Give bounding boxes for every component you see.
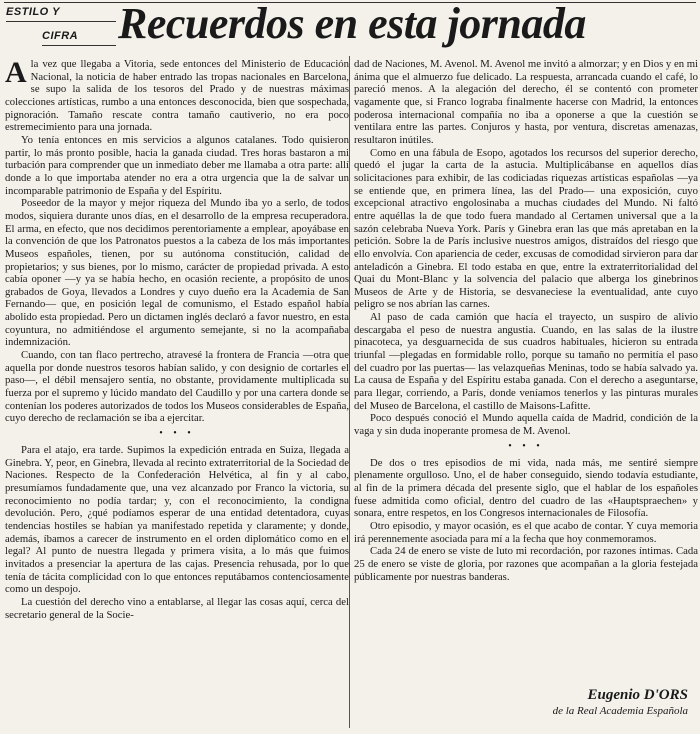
section-label-2: CIFRA xyxy=(42,30,116,46)
section-header xyxy=(6,6,116,54)
section-label-1: ESTILO Y xyxy=(6,6,116,22)
paragraph-text: la vez que llegaba a Vitoria, sede entonces del Ministerio de Educación Nacional, la noticia de haber entrado las tropas nacionales en Barcelona, se supo la salida de los tesoros del Prado y de nuestras máximas colecciones artísticas, rumbo a una entonces desconocida, bien que sospechada, pignoración. Tamaño rescate contra tamaño cautiverio, no era poco estremecimiento para una jornada. xyxy=(5,58,349,134)
right-column xyxy=(354,58,698,583)
paragraph: dad de Naciones, M. Avenol. M. Avenol me invitó a almorzar; y en Dios y en mi ánima que el almuerzo fue delicado. La respuesta, arrancada cuando el café, lo pareció menos. A la alegación del derecho, él se contentó con prometer vagamente que, si Franco lograba finalmente hacerse con Madrid, la entonces poderosa internacional compañía no iba a oponerse a que la cuestión se ventilara entre las partes. Conjuros y hasta, por ventura, discretas amenazas, resultaron inútiles. xyxy=(354,58,698,146)
paragraph: De dos o tres episodios de mi vida, nada más, me sentiré siempre plenamente orgulloso. Uno, el de haber conseguido, siendo todavía estudiante, al fin de la primera década del presente siglo, que el hablar de los españoles fuese admitida como oficial, dentro del cuadro de las «Hauptspraechen» y sonara, entre respetos, en los Congresos internacionales de Filosofía. xyxy=(354,456,698,520)
article-title: Recuerdos en esta jornada xyxy=(118,0,586,48)
section-break: • • • xyxy=(159,428,195,440)
paragraph: Cuando, con tan flaco pertrecho, atravesé la frontera de Francia —otra que aquella por donde nuestros tesoros habían salido, y con designio de cortarles el paso—, el débil mensajero sentía, no obstante, providamente multiplicada su fuerza por el supremo y lúcido mandato del Caudillo y por una cartera donde se contenían los poderes autorizados de todos los Museos considerables de España, cuyo derecho de reclamación se iba a ejercitar. xyxy=(5,349,349,425)
author-name: Eugenio D'ORS xyxy=(587,687,688,703)
paragraph: La cuestión del derecho vino a entablarse, al llegar las cosas aquí, cerca del secretario general de la Socie- xyxy=(5,595,349,621)
drop-cap: A xyxy=(5,56,27,89)
paragraph: Yo tenía entonces en mis servicios a algunos catalanes. Todo quisieron partir, lo más pronto posible, hacia la ganada ciudad. Tres horas bastaron a mi turbación para comprender que un inmediato deber me llamaba a otra parte: allí donde a lo que importaba atender no era a otra urgencia que la de salvar un incomparable patrimonio de España y del Espíritu. xyxy=(5,133,349,197)
paragraph: Cada 24 de enero se viste de luto mi recordación, por razones íntimas. Cada 25 de enero se viste de gloria, por razones que acompañan a la gloria festejada públicamente por nuestras banderas. xyxy=(354,545,698,583)
paragraph: Para el atajo, era tarde. Supimos la expedición entrada en Suiza, llegada a Ginebra. Y, peor, en Ginebra, llevada al recinto extraterritorial de la Sociedad de Naciones. Respecto de la Confederación Helvética, al fin y al cabo, presumíamos fundadamente que, una vez alcanzado por Franco la victoria, su reconocimiento no podía tardar; y, con el reconocimiento, la condigna devolución. Pero, ¿qué podíamos esperar de una entidad detentadora, cuyas tendencias hostiles se habían ya manifestado repetida y claramente; y donde, además, íbamos a carecer de instrumento en el orden diplomático como en el legal? Al punto de nuestra llegada y primera visita, a lo más que fuimos invitados a presenciar la apertura de las cajas. Presencia rehusada, por lo que tenía de tácita complicidad con lo que entonces reputábamos contenciosamente como un despojo. xyxy=(5,444,349,596)
paragraph: Otro episodio, y mayor ocasión, es el que acabo de contar. Y cuya memoria irá perennemente asociada para mí a la fecha que hoy conmemoramos. xyxy=(354,519,698,545)
left-column xyxy=(5,58,349,621)
author-affiliation: de la Real Academia Española xyxy=(552,705,688,717)
section-break: • • • xyxy=(508,440,544,452)
paragraph xyxy=(5,58,349,134)
paragraph: Al paso de cada camión que hacía el trayecto, un suspiro de alivio descargaba el peso de nuestra angustia. Cuando, en las salas de la ilustre pinacoteca, ya desguarnecida de sus cuadros habituales, hicieron su entrada triunfal —plegadas en formidable rollo, porque su tamaño no permitía el paso del cuadro por las puertas— las velazqueñas Meninas, todo se había salvado ya. La causa de España y del Espíritu estaba ganada. Con el derecho a aseguntarse, para llegar, corriendo, a París, donde veníamos tenerlos y las pinturas murales del Museo de Barcelona, el castillo de Maisons-Lafitte. xyxy=(354,311,698,412)
paragraph: Poseedor de la mayor y mejor riqueza del Mundo iba yo a serlo, de todos modos, siquiera durante unos días, en el desarrollo de la empresa recuperadora. El arma, en efecto, que nos decidimos perentoriamente a emplear, apoyábase en la convención de que los Patronatos puestos a la cabeza de los más importantes Museos españoles, tienen, por su autónoma constitución, calidad de propietarios; y sus bienes, por lo mismo, carácter de propiedad privada. A esto cabía oponer —y ya se había hecho, en ocasión reciente, a propósito de unos grabados de Goya, llevados a Londres y cuyo dueño era la Academia de San Fernando— que, en posición legal de comunismo, el Estado español había abolido esta propiedad. Pero un dictamen inglés declaró a favor nuestro, en esta coyuntura, no admitiéndose el argumento semejante, si no la acompañaba indemnización. xyxy=(5,197,349,349)
column-divider xyxy=(349,56,350,728)
paragraph: Poco después conoció el Mundo aquella caída de Madrid, condición de la vaga y sin duda inoperante promesa de M. Avenol. xyxy=(354,412,698,438)
paragraph: Como en una fábula de Esopo, agotados los recursos del superior derecho, quedó el jugar la carta de la astucia. Multiplicábanse en aquellos días solicitaciones para exhibir, de las codiciadas riquezas artísticas españolas —ya se entiende que, en primera línea, las del Prado— una exposición, cuyo excepcional atractivo engolosinaba a muchas ciudades del Mundo. Ni faltó entre aquéllas la de que todo fuera mandado al Certamen universal que a la sazón celebraba Nueva York. París y Ginebra eran las que más apretaban en la petición. Sobre la de París inclusive nuestros amigos, distraídos del riesgo que ello envolvía. Con apariencia de ceder, excusas de comodidad sirvieron para dar anteladicón a Ginebra. El todo estaba en que, entre la extraterritorialidad del Quai du Mont-Blanc y la solvencia del palacio que alberga los ginebrinos Museos de Arte y de Historia, se desvaneciese la eventualidad, ante cuyo peligro se nos abrían las carnes. xyxy=(354,146,698,311)
signature-block xyxy=(428,686,688,718)
